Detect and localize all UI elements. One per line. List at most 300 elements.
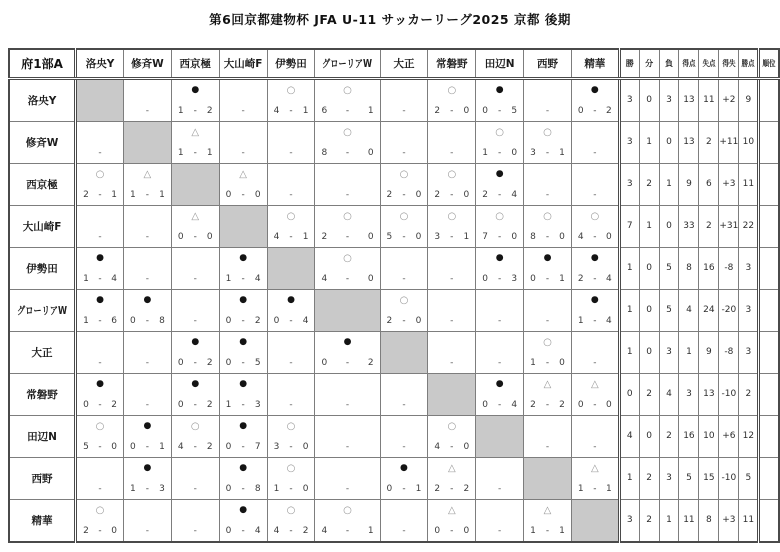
match-cell <box>315 78 380 121</box>
result-symbol <box>321 422 373 432</box>
match-cell <box>267 78 315 121</box>
result-symbol <box>321 170 373 180</box>
result-symbol: ● <box>495 84 504 95</box>
match-cell <box>315 205 380 247</box>
result-symbol: ○ <box>447 168 457 180</box>
result-symbol: ● <box>495 378 504 389</box>
result-symbol: ○ <box>286 462 296 474</box>
stat-header-label: 得点 <box>682 58 696 68</box>
match-cell <box>123 163 171 205</box>
row-team-header <box>9 373 76 415</box>
team-name-label: 修斉W <box>131 57 164 70</box>
match-score: - <box>402 441 406 452</box>
result-symbol: ○ <box>447 210 457 222</box>
stat-cell: 1 <box>679 331 699 373</box>
match-cell <box>524 373 572 415</box>
match-cell <box>171 331 219 373</box>
match-cell <box>315 457 380 499</box>
match-cell <box>123 415 171 457</box>
league-table <box>8 48 780 543</box>
result-symbol <box>482 464 517 474</box>
opponent-header <box>380 49 428 78</box>
match-score: 0 - 1 <box>386 483 422 494</box>
table-body <box>9 78 779 542</box>
team-name-label: 常磐野 <box>436 57 468 70</box>
match-cell <box>476 373 524 415</box>
match-cell <box>476 247 524 289</box>
match-score: 1 - 4 <box>225 273 261 284</box>
match-score: - <box>345 189 350 200</box>
team-row <box>9 121 779 163</box>
stat-cell: +3 <box>719 163 739 205</box>
match-score: 0 - 0 <box>177 231 213 242</box>
match-cell <box>267 163 315 205</box>
result-symbol <box>274 380 309 390</box>
match-cell <box>267 331 315 373</box>
stat-cell: 3 <box>739 289 759 331</box>
match-score: 2 - 0 <box>434 105 470 116</box>
team-row <box>9 163 779 205</box>
row-team-header <box>9 78 76 121</box>
match-score: - <box>402 273 406 284</box>
result-symbol: △ <box>543 378 552 390</box>
match-cell <box>571 289 619 331</box>
opponent-header <box>524 49 572 78</box>
result-symbol: ○ <box>543 126 552 138</box>
result-symbol: ● <box>239 462 248 473</box>
match-score: - <box>450 147 454 158</box>
stat-cell: 5 <box>739 457 759 499</box>
result-symbol: ○ <box>343 126 352 138</box>
match-cell <box>315 163 380 205</box>
result-symbol: ● <box>239 420 248 431</box>
match-score: 0 - 8 <box>225 483 261 494</box>
match-cell <box>571 78 619 121</box>
match-cell <box>76 205 124 247</box>
team-name-label: 修斉W <box>25 136 59 149</box>
result-symbol: ● <box>239 336 248 347</box>
match-cell <box>123 289 171 331</box>
match-cell <box>315 499 380 542</box>
result-symbol: ○ <box>190 420 200 432</box>
match-score: 1 - 3 <box>129 483 165 494</box>
stat-cell: 24 <box>699 289 719 331</box>
match-cell <box>428 205 476 247</box>
stat-cell: 1 <box>619 289 639 331</box>
result-symbol: ● <box>96 378 104 389</box>
stat-header-label: 得失 <box>722 58 736 68</box>
match-score: 3 - 1 <box>434 231 470 242</box>
result-symbol: ● <box>495 252 504 263</box>
match-cell <box>123 331 171 373</box>
stat-cell: 1 <box>659 499 679 542</box>
stat-cell: -8 <box>719 247 739 289</box>
match-score: 5 - 0 <box>386 231 422 242</box>
match-score: 2 - 0 <box>83 525 117 536</box>
match-score: - <box>545 441 550 452</box>
match-cell <box>171 373 219 415</box>
stat-cell: 2 <box>639 499 659 542</box>
match-score: 2 - 0 <box>386 315 422 326</box>
team-row <box>9 78 779 121</box>
result-symbol: ● <box>590 294 599 305</box>
match-score: 7 - 0 <box>482 231 518 242</box>
match-cell <box>380 78 428 121</box>
match-cell <box>524 499 572 542</box>
stat-cell: 4 <box>619 415 639 457</box>
result-symbol <box>178 506 213 516</box>
stat-cell: 2 <box>659 415 679 457</box>
match-score: - <box>98 357 102 368</box>
match-score: 0 - 7 <box>225 441 261 452</box>
stat-cell <box>759 373 779 415</box>
stat-cell <box>759 499 779 542</box>
match-score: - <box>402 147 406 158</box>
match-score: 1 - 0 <box>530 357 565 368</box>
match-score: 4 - 1 <box>273 105 309 116</box>
stat-cell: -20 <box>719 289 739 331</box>
opponent-header <box>76 49 124 78</box>
match-score: 1 - 0 <box>482 147 518 158</box>
stat-cell: 1 <box>619 331 639 373</box>
match-cell <box>267 121 315 163</box>
match-cell <box>123 247 171 289</box>
match-cell <box>171 457 219 499</box>
stat-header <box>759 49 779 78</box>
match-cell <box>219 457 267 499</box>
match-cell <box>123 78 171 121</box>
match-score: - <box>193 483 197 494</box>
result-symbol <box>578 338 612 348</box>
stat-cell: 5 <box>679 457 699 499</box>
match-score: 1 - 4 <box>577 315 612 326</box>
team-name-label: 大山崎F <box>22 220 62 233</box>
stat-header-label: 勝 <box>625 58 634 68</box>
opponent-header <box>171 49 219 78</box>
stat-cell: -8 <box>719 331 739 373</box>
match-cell <box>380 415 428 457</box>
match-score: 2 - 0 <box>434 189 470 200</box>
match-score: - <box>498 357 502 368</box>
opponent-header <box>219 49 267 78</box>
team-name-label: 大正 <box>393 57 415 70</box>
result-symbol: ● <box>343 336 352 347</box>
match-score: 0 - 0 <box>225 189 261 200</box>
result-symbol: ○ <box>286 210 296 222</box>
row-team-header <box>9 499 76 542</box>
match-score: 1 - 1 <box>577 483 612 494</box>
match-score: 2 - 4 <box>482 189 518 200</box>
match-cell <box>76 457 124 499</box>
team-name-label: 常磐野 <box>26 388 58 401</box>
match-cell <box>380 499 428 542</box>
team-row <box>9 457 779 499</box>
result-symbol <box>387 86 422 96</box>
diagonal-cell <box>380 331 428 373</box>
result-symbol <box>274 170 309 180</box>
stat-cell: 2 <box>739 373 759 415</box>
stat-cell <box>759 163 779 205</box>
match-score: 0 - 8 <box>129 315 165 326</box>
result-symbol <box>226 128 261 138</box>
match-score: 1 - 0 <box>273 483 309 494</box>
match-cell <box>315 373 380 415</box>
stat-cell: 1 <box>659 163 679 205</box>
stat-cell: 8 <box>699 499 719 542</box>
diagonal-cell <box>428 373 476 415</box>
result-symbol <box>178 464 213 474</box>
match-cell <box>428 78 476 121</box>
header-row <box>9 49 779 78</box>
match-cell <box>428 331 476 373</box>
match-cell <box>219 415 267 457</box>
match-cell <box>219 78 267 121</box>
match-score: 0 - 2 <box>577 105 612 116</box>
result-symbol <box>387 380 422 390</box>
result-symbol <box>578 128 612 138</box>
stat-cell: 9 <box>699 331 719 373</box>
match-cell <box>219 163 267 205</box>
match-score: - <box>145 273 149 284</box>
match-score: - <box>593 189 597 200</box>
match-cell <box>267 415 315 457</box>
stat-cell: 11 <box>739 163 759 205</box>
stat-cell: 13 <box>679 121 699 163</box>
stat-cell: 0 <box>659 121 679 163</box>
match-cell <box>380 373 428 415</box>
match-cell <box>171 78 219 121</box>
stat-cell: 13 <box>699 373 719 415</box>
match-score: - <box>98 231 102 242</box>
match-score: 0 - 2 <box>177 357 213 368</box>
stat-cell: 5 <box>659 247 679 289</box>
match-score: - <box>545 105 550 116</box>
match-cell <box>171 247 219 289</box>
team-name-label: 西野 <box>536 57 558 70</box>
match-score: - <box>593 147 597 158</box>
match-score: - <box>98 483 102 494</box>
team-name-label: 西京極 <box>26 178 58 191</box>
match-cell <box>171 121 219 163</box>
match-score: - <box>98 147 102 158</box>
match-cell <box>171 289 219 331</box>
result-symbol: △ <box>590 378 599 390</box>
match-score: 0 - 0 <box>577 399 612 410</box>
team-name-label: 西野 <box>31 472 53 485</box>
match-cell <box>76 163 124 205</box>
match-score: - <box>345 441 350 452</box>
stat-cell: 12 <box>739 415 759 457</box>
match-score: 0 - 1 <box>530 273 565 284</box>
match-score: - <box>498 483 502 494</box>
stat-cell: 8 <box>679 247 699 289</box>
result-symbol: △ <box>143 168 152 180</box>
result-symbol <box>530 296 565 306</box>
stat-header-label: 失点 <box>702 58 716 68</box>
match-score: - <box>545 189 550 200</box>
match-score: 4 - 2 <box>177 441 213 452</box>
result-symbol: ○ <box>343 84 352 96</box>
stat-cell: +11 <box>719 121 739 163</box>
team-name-label: 精華 <box>31 514 53 527</box>
result-symbol: ● <box>96 294 104 305</box>
match-cell <box>219 373 267 415</box>
match-cell <box>476 121 524 163</box>
result-symbol <box>130 86 165 96</box>
match-score: - <box>593 357 597 368</box>
result-symbol <box>482 338 517 348</box>
match-score: - <box>289 357 293 368</box>
result-symbol <box>434 296 469 306</box>
match-cell <box>123 457 171 499</box>
result-symbol <box>434 128 469 138</box>
team-name-label: 田辺N <box>484 57 515 70</box>
match-score: - <box>450 315 454 326</box>
result-symbol <box>226 86 261 96</box>
match-cell <box>219 121 267 163</box>
result-symbol: ● <box>590 84 599 95</box>
match-score: - <box>145 231 149 242</box>
stat-cell: 1 <box>619 457 639 499</box>
match-score: 2 - 2 <box>434 483 470 494</box>
result-symbol: ● <box>143 294 152 305</box>
result-symbol: ○ <box>543 210 552 222</box>
match-cell <box>428 457 476 499</box>
match-score: 1 - 3 <box>225 399 261 410</box>
stat-cell: +2 <box>719 78 739 121</box>
stat-header <box>639 49 659 78</box>
stat-cell: 11 <box>679 499 699 542</box>
match-score: 0 - 2 <box>321 357 374 368</box>
stat-cell: 22 <box>739 205 759 247</box>
match-score: - <box>193 525 197 536</box>
match-cell <box>171 205 219 247</box>
stat-cell: 3 <box>679 373 699 415</box>
match-score: 5 - 0 <box>83 441 117 452</box>
match-score: 1 - 1 <box>530 525 565 536</box>
result-symbol: △ <box>590 462 599 474</box>
result-symbol <box>578 422 612 432</box>
result-symbol <box>530 86 565 96</box>
match-score: 8 - 0 <box>530 231 565 242</box>
match-cell <box>524 415 572 457</box>
stat-cell <box>759 205 779 247</box>
stat-header-label: 勝点 <box>741 58 755 68</box>
result-symbol: ● <box>239 294 248 305</box>
result-symbol <box>530 170 565 180</box>
result-symbol <box>83 338 117 348</box>
stat-cell: 3 <box>739 247 759 289</box>
stat-header <box>679 49 699 78</box>
stat-cell: +31 <box>719 205 739 247</box>
result-symbol <box>83 128 117 138</box>
team-name-label: 洛央Y <box>27 94 57 107</box>
match-score: 0 - 4 <box>273 315 309 326</box>
result-symbol: ○ <box>343 210 352 222</box>
match-cell <box>123 205 171 247</box>
result-symbol <box>274 338 309 348</box>
stat-cell: 3 <box>659 331 679 373</box>
match-cell <box>476 331 524 373</box>
match-score: 6 - 1 <box>321 105 374 116</box>
match-score: - <box>145 399 149 410</box>
match-score: 0 - 5 <box>225 357 261 368</box>
stat-cell: 2 <box>639 373 659 415</box>
team-row <box>9 205 779 247</box>
result-symbol <box>83 464 117 474</box>
match-score: - <box>402 105 406 116</box>
result-symbol: ○ <box>399 294 409 306</box>
stat-cell: +3 <box>719 499 739 542</box>
stat-cell: -10 <box>719 373 739 415</box>
match-score: 0 - 2 <box>225 315 261 326</box>
match-cell <box>428 289 476 331</box>
stat-header <box>659 49 679 78</box>
match-score: 8 - 0 <box>321 147 374 158</box>
team-name-label: グローリアW <box>322 57 373 70</box>
match-score: - <box>498 315 502 326</box>
match-score: 2 - 0 <box>386 189 422 200</box>
team-name-label: 洛央Y <box>85 57 115 70</box>
stat-cell: 2 <box>639 163 659 205</box>
match-score: 2 - 2 <box>530 399 565 410</box>
match-cell <box>171 499 219 542</box>
result-symbol <box>482 296 517 306</box>
match-cell <box>476 499 524 542</box>
match-cell <box>524 205 572 247</box>
stat-cell: 16 <box>679 415 699 457</box>
match-cell <box>380 205 428 247</box>
team-name-label: 大正 <box>31 346 53 359</box>
match-score: 3 - 1 <box>530 147 565 158</box>
match-score: - <box>241 147 245 158</box>
match-score: 4 - 0 <box>577 231 612 242</box>
match-cell <box>380 457 428 499</box>
stat-cell <box>759 415 779 457</box>
result-symbol: ○ <box>95 420 105 432</box>
match-cell <box>76 331 124 373</box>
stat-cell: 3 <box>659 78 679 121</box>
match-score: - <box>193 315 197 326</box>
match-cell <box>76 415 124 457</box>
team-name-label: 西京極 <box>179 57 211 70</box>
match-cell <box>428 415 476 457</box>
result-symbol <box>274 128 309 138</box>
row-team-header <box>9 331 76 373</box>
match-cell <box>315 331 380 373</box>
result-symbol: ○ <box>495 210 505 222</box>
result-symbol: ○ <box>286 504 296 516</box>
result-symbol: ○ <box>447 84 457 96</box>
match-cell <box>267 373 315 415</box>
stat-cell: 3 <box>659 457 679 499</box>
stat-cell: 1 <box>639 121 659 163</box>
opponent-header <box>476 49 524 78</box>
team-name-label: グローリアW <box>17 304 68 317</box>
match-score: - <box>193 273 197 284</box>
stat-cell <box>759 331 779 373</box>
match-cell <box>380 289 428 331</box>
result-symbol: △ <box>447 462 456 474</box>
opponent-header <box>571 49 619 78</box>
match-score: 2 - 0 <box>321 231 374 242</box>
match-cell <box>380 163 428 205</box>
stat-cell: 2 <box>699 205 719 247</box>
team-name-label: 伊勢田 <box>275 57 307 70</box>
match-cell <box>219 289 267 331</box>
match-cell <box>76 289 124 331</box>
stat-cell <box>759 247 779 289</box>
